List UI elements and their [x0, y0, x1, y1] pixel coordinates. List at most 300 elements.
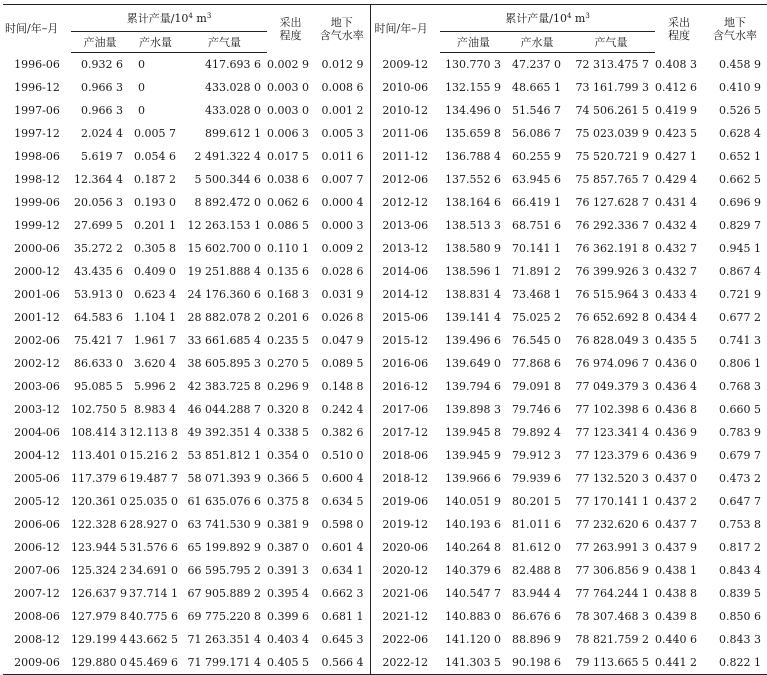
- time-cell: 2003-12: [14, 403, 60, 416]
- table-row: [3, 651, 767, 675]
- time-cell: 2020-06: [370, 536, 440, 559]
- gas-cell: 75 857.765 7: [575, 173, 650, 186]
- gas-cell: 76 652.692 8: [575, 311, 650, 324]
- ratio-cell: 0.652 1: [719, 150, 762, 163]
- time-cell: 2021-12: [370, 605, 440, 628]
- recovery-cell: 0.429 4: [655, 173, 698, 186]
- oil-cell: 125.324 2: [71, 564, 127, 577]
- gas-cell: 76 515.964 3: [575, 288, 650, 301]
- water-cell: 81.612 0: [512, 541, 562, 554]
- recovery-cell: 0.086 5: [267, 219, 310, 232]
- oil-cell: 35.272 2: [74, 242, 123, 255]
- time-cell: 1999-12: [14, 219, 60, 232]
- oil-cell: 140.264 8: [445, 541, 502, 554]
- gas-cell: 63 741.530 9: [187, 518, 262, 531]
- gas-cell: 76 292.336 7: [575, 219, 650, 232]
- ratio-cell: 0.000 3: [321, 219, 364, 232]
- gas-cell: 61 635.076 6: [187, 495, 262, 508]
- oil-cell: 0.966 3: [81, 104, 123, 117]
- ratio-cell: 0.148 8: [321, 380, 364, 393]
- water-cell: 60.255 9: [512, 150, 562, 163]
- recovery-cell: 0.395 4: [267, 587, 310, 600]
- water-cell: 83.944 4: [512, 587, 562, 600]
- water-cell: 19.487 7: [129, 472, 178, 485]
- recovery-cell: 0.432 7: [655, 265, 698, 278]
- water-cell: 56.086 7: [512, 127, 562, 140]
- time-cell: 2014-06: [370, 260, 440, 283]
- time-cell: 2006-06: [14, 518, 60, 531]
- ratio-cell: 0.741 3: [719, 334, 762, 347]
- water-cell: 1.104 1: [134, 311, 176, 324]
- ratio-cell: 0.817 2: [719, 541, 762, 554]
- ratio-cell: 0.473 2: [719, 472, 762, 485]
- gas-water-ratio-header-right: 地下 含气水率: [703, 5, 767, 53]
- gas-cell: 5 500.344 6: [194, 173, 262, 186]
- recovery-cell: 0.062 6: [267, 196, 310, 209]
- gas-cell: 49 392.351 4: [187, 426, 262, 439]
- recovery-cell: 0.419 9: [655, 104, 698, 117]
- recovery-cell: 0.438 1: [655, 564, 698, 577]
- table-row: [3, 605, 767, 628]
- table-row: [3, 283, 767, 306]
- oil-cell: 138.513 3: [445, 219, 502, 232]
- water-cell: 48.665 1: [512, 81, 562, 94]
- water-cell: 12.113 8: [129, 426, 178, 439]
- ratio-cell: 0.566 4: [314, 651, 370, 675]
- table-row: [3, 145, 767, 168]
- table-row: [3, 168, 767, 191]
- gas-cell: 67 905.889 2: [187, 587, 262, 600]
- ratio-cell: 0.753 8: [719, 518, 762, 531]
- ratio-cell: 0.458 9: [719, 57, 762, 71]
- time-header-right: 时间/年–月: [370, 5, 440, 53]
- water-cell: 73.468 1: [512, 288, 562, 301]
- water-header: 产水量: [129, 32, 182, 53]
- water-cell: 15.216 2: [129, 449, 178, 462]
- table-row: [3, 237, 767, 260]
- water-cell: 79.912 3: [512, 449, 562, 462]
- table-header: [3, 5, 767, 53]
- recovery-cell: 0.403 4: [267, 633, 310, 646]
- oil-header-right: 产油量: [440, 32, 507, 53]
- table-row: [3, 306, 767, 329]
- water-cell: 0.193 0: [134, 196, 176, 209]
- recovery-cell: 0.434 4: [655, 311, 698, 324]
- recovery-cell: 0.408 3: [655, 57, 698, 71]
- time-cell: 2017-12: [370, 421, 440, 444]
- time-header: 时间/年–月: [3, 5, 71, 53]
- gas-cell: 77 102.398 6: [575, 403, 650, 416]
- gas-cell: 58 071.393 9: [187, 472, 262, 485]
- ratio-cell: 0.011 6: [321, 150, 364, 163]
- gas-cell: 77 123.379 6: [575, 449, 650, 462]
- time-cell: 2012-12: [370, 191, 440, 214]
- recovery-cell: 0.381 9: [267, 518, 310, 531]
- oil-cell: 95.085 5: [74, 380, 123, 393]
- oil-cell: 122.328 6: [71, 518, 127, 531]
- oil-cell: 139.794 6: [445, 380, 502, 393]
- time-cell: 2013-06: [370, 214, 440, 237]
- ratio-cell: 0.945 1: [719, 242, 762, 255]
- gas-cell: 74 506.261 5: [575, 104, 650, 117]
- recovery-cell: 0.017 5: [267, 150, 310, 163]
- water-cell: 5.996 2: [134, 380, 176, 393]
- water-cell: 8.983 4: [134, 403, 176, 416]
- time-cell: 2000-06: [14, 242, 60, 255]
- ratio-cell: 0.681 1: [321, 610, 364, 623]
- ratio-cell: 0.829 7: [719, 219, 762, 232]
- oil-cell: 113.401 0: [71, 449, 127, 462]
- oil-cell: 140.883 0: [445, 610, 502, 623]
- gas-cell: 76 127.628 7: [575, 196, 650, 209]
- time-cell: 2002-06: [14, 334, 60, 347]
- water-cell: 45.469 6: [129, 651, 182, 675]
- water-cell: 37.714 1: [129, 587, 178, 600]
- water-cell: 43.662 5: [129, 633, 178, 646]
- oil-cell: 141.303 5: [440, 651, 507, 675]
- gas-cell: 69 775.220 8: [187, 610, 262, 623]
- water-cell: 0: [138, 104, 145, 117]
- water-cell: 0.409 0: [134, 265, 176, 278]
- oil-cell: 129.199 4: [71, 633, 127, 646]
- recovery-cell: 0.320 8: [267, 403, 310, 416]
- oil-cell: 2.024 4: [81, 127, 123, 140]
- oil-header: 产油量: [71, 32, 129, 53]
- oil-cell: 102.750 5: [71, 403, 127, 416]
- oil-cell: 140.547 7: [445, 587, 502, 600]
- oil-cell: 0.966 3: [81, 81, 123, 94]
- recovery-degree-header: 采出 程度: [267, 5, 314, 53]
- gas-cell: 77 263.991 3: [575, 541, 650, 554]
- table-row: [3, 76, 767, 99]
- water-cell: 81.011 6: [512, 518, 562, 531]
- gas-cell: 79 113.665 5: [567, 651, 655, 675]
- table-row: [3, 582, 767, 605]
- table-row: [3, 421, 767, 444]
- gas-cell: 77 132.520 3: [575, 472, 650, 485]
- gas-cell: 77 049.379 3: [575, 380, 650, 393]
- gas-cell: 12 263.153 1: [187, 219, 262, 232]
- ratio-cell: 0.662 5: [719, 173, 762, 186]
- time-cell: 2018-06: [370, 444, 440, 467]
- oil-cell: 86.633 0: [74, 357, 123, 370]
- recovery-cell: 0.431 4: [655, 196, 698, 209]
- ratio-cell: 0.047 9: [321, 334, 364, 347]
- time-cell: 2002-12: [14, 357, 60, 370]
- ratio-cell: 0.839 5: [719, 587, 762, 600]
- ratio-cell: 0.867 4: [719, 265, 762, 278]
- oil-cell: 43.435 6: [74, 265, 123, 278]
- oil-cell: 0.932 6: [81, 58, 123, 71]
- recovery-cell: 0.436 4: [655, 380, 698, 393]
- gas-cell: 899.612 1: [205, 127, 262, 140]
- time-cell: 2010-12: [370, 99, 440, 122]
- time-cell: 2000-12: [14, 265, 60, 278]
- gas-cell: 77 306.856 9: [575, 564, 650, 577]
- table-row: [3, 214, 767, 237]
- ratio-cell: 0.696 9: [719, 196, 762, 209]
- time-cell: 2006-12: [14, 541, 60, 554]
- ratio-cell: 0.634 5: [321, 495, 364, 508]
- time-cell: 2004-12: [14, 449, 60, 462]
- time-cell: 2009-12: [370, 53, 440, 77]
- time-cell: 2019-12: [370, 513, 440, 536]
- oil-cell: 138.164 6: [445, 196, 502, 209]
- recovery-cell: 0.338 5: [267, 426, 310, 439]
- recovery-cell: 0.201 6: [267, 311, 310, 324]
- oil-cell: 20.056 3: [74, 196, 123, 209]
- oil-cell: 127.979 8: [71, 610, 127, 623]
- water-cell: 71.891 2: [512, 265, 562, 278]
- water-cell: 68.751 6: [512, 219, 562, 232]
- time-cell: 2007-12: [14, 587, 60, 600]
- recovery-cell: 0.296 9: [267, 380, 310, 393]
- gas-cell: 76 828.049 3: [575, 334, 650, 347]
- oil-cell: 140.193 6: [445, 518, 502, 531]
- table-row: [3, 490, 767, 513]
- table-row: [3, 444, 767, 467]
- recovery-cell: 0.003 0: [267, 104, 310, 117]
- gas-cell: 71 799.171 4: [182, 651, 267, 675]
- water-cell: 77.868 6: [512, 357, 562, 370]
- time-cell: 2014-12: [370, 283, 440, 306]
- ratio-cell: 0.598 0: [321, 518, 364, 531]
- ratio-cell: 0.677 2: [719, 311, 762, 324]
- oil-cell: 75.421 7: [74, 334, 123, 347]
- water-cell: 0.054 6: [134, 150, 176, 163]
- recovery-cell: 0.412 6: [655, 81, 698, 94]
- production-data-table-container: [3, 4, 762, 675]
- ratio-cell: 0.007 7: [321, 173, 364, 186]
- gas-cell: 433.028 0: [205, 104, 262, 117]
- recovery-cell: 0.436 0: [655, 357, 698, 370]
- ratio-cell: 0.089 5: [321, 357, 364, 370]
- time-cell: 1997-12: [14, 127, 60, 140]
- ratio-cell: 0.843 3: [719, 633, 762, 646]
- water-cell: 80.201 5: [512, 495, 562, 508]
- oil-cell: 139.141 4: [445, 311, 502, 324]
- time-cell: 2019-06: [370, 490, 440, 513]
- water-cell: 66.419 1: [512, 196, 562, 209]
- table-row: [3, 375, 767, 398]
- ratio-cell: 0.031 9: [321, 288, 364, 301]
- time-cell: 2001-06: [14, 288, 60, 301]
- table-row: [3, 398, 767, 421]
- table-row: [3, 53, 767, 77]
- recovery-cell: 0.354 0: [267, 449, 310, 462]
- time-cell: 2011-06: [370, 122, 440, 145]
- recovery-cell: 0.439 8: [655, 610, 698, 623]
- gas-cell: 46 044.288 7: [187, 403, 262, 416]
- oil-cell: 130.770 3: [445, 58, 502, 71]
- table-row: [3, 122, 767, 145]
- oil-cell: 139.945 8: [445, 426, 502, 439]
- water-cell: 1.961 7: [134, 334, 176, 347]
- water-cell: 40.775 6: [129, 610, 178, 623]
- gas-cell: 33 661.685 4: [187, 334, 262, 347]
- ratio-cell: 0.008 6: [321, 81, 364, 94]
- oil-cell: 139.898 3: [445, 403, 502, 416]
- ratio-cell: 0.382 6: [321, 426, 364, 439]
- table-row: [3, 99, 767, 122]
- table-row: [3, 329, 767, 352]
- water-cell: 76.545 0: [512, 334, 562, 347]
- time-cell: 1997-06: [14, 104, 60, 117]
- oil-cell: 139.945 9: [445, 449, 502, 462]
- gas-cell: 77 123.341 4: [575, 426, 650, 439]
- table-body: [3, 53, 767, 675]
- time-cell: 2015-12: [370, 329, 440, 352]
- time-cell: 2017-06: [370, 398, 440, 421]
- gas-header: 产气量: [182, 32, 267, 53]
- time-cell: 2004-06: [14, 426, 60, 439]
- gas-cell: 38 605.895 3: [187, 357, 262, 370]
- oil-cell: 141.120 0: [445, 633, 502, 646]
- time-cell: 1998-06: [14, 150, 60, 163]
- production-data-table: [3, 4, 767, 675]
- gas-cell: 77 764.244 1: [575, 587, 650, 600]
- time-cell: 2013-12: [370, 237, 440, 260]
- cumulative-production-header: 累计产量$/10^4$ $m^3$: [71, 5, 267, 32]
- recovery-cell: 0.433 4: [655, 288, 698, 301]
- water-cell: 88.896 9: [512, 633, 562, 646]
- time-cell: 2020-12: [370, 559, 440, 582]
- gas-header-right: 产气量: [567, 32, 655, 53]
- time-cell: 2003-06: [14, 380, 60, 393]
- ratio-cell: 0.510 0: [321, 449, 364, 462]
- recovery-cell: 0.235 5: [267, 334, 310, 347]
- gas-cell: 66 595.795 2: [187, 564, 262, 577]
- water-cell: 0: [138, 81, 145, 94]
- time-cell: 2005-12: [14, 495, 60, 508]
- water-cell: 0.005 7: [134, 127, 176, 140]
- water-cell: 28.927 0: [129, 518, 178, 531]
- time-cell: 1996-12: [14, 81, 60, 94]
- recovery-cell: 0.399 6: [267, 610, 310, 623]
- ratio-cell: 0.026 8: [321, 311, 364, 324]
- gas-cell: 77 170.141 1: [575, 495, 650, 508]
- recovery-cell: 0.435 5: [655, 334, 698, 347]
- water-cell: 86.676 6: [512, 610, 562, 623]
- ratio-cell: 0.410 9: [719, 81, 762, 94]
- water-cell: 3.620 4: [134, 357, 176, 370]
- oil-cell: 140.051 9: [445, 495, 502, 508]
- gas-water-ratio-header: 地下 含气水率: [314, 5, 370, 53]
- ratio-cell: 0.721 9: [719, 288, 762, 301]
- gas-cell: 76 362.191 8: [575, 242, 650, 255]
- recovery-cell: 0.437 0: [655, 472, 698, 485]
- oil-cell: 138.596 1: [445, 265, 502, 278]
- recovery-cell: 0.437 9: [655, 541, 698, 554]
- recovery-cell: 0.135 6: [267, 265, 310, 278]
- water-cell: 0.623 4: [134, 288, 176, 301]
- time-cell: 2022-12: [370, 651, 440, 675]
- gas-cell: 76 399.926 3: [575, 265, 650, 278]
- ratio-cell: 0.634 1: [321, 564, 364, 577]
- water-cell: 31.576 6: [129, 541, 178, 554]
- oil-cell: 139.649 0: [445, 357, 502, 370]
- water-cell: 79.892 4: [512, 426, 562, 439]
- time-cell: 2021-06: [370, 582, 440, 605]
- recovery-cell: 0.436 8: [655, 403, 698, 416]
- recovery-cell: 0.366 5: [267, 472, 310, 485]
- ratio-cell: 0.660 5: [719, 403, 762, 416]
- recovery-cell: 0.110 1: [267, 242, 310, 255]
- oil-cell: 120.361 0: [71, 495, 127, 508]
- table-row: [3, 628, 767, 651]
- ratio-cell: 0.822 1: [703, 651, 767, 675]
- gas-cell: 53 851.812 1: [187, 449, 262, 462]
- gas-cell: 28 882.078 2: [187, 311, 262, 324]
- recovery-cell: 0.391 3: [267, 564, 310, 577]
- recovery-cell: 0.423 5: [655, 127, 698, 140]
- water-cell: 51.546 7: [512, 104, 562, 117]
- water-cell: 25.035 0: [129, 495, 178, 508]
- recovery-cell: 0.387 0: [267, 541, 310, 554]
- recovery-cell: 0.438 8: [655, 587, 698, 600]
- ratio-cell: 0.001 2: [321, 104, 364, 117]
- ratio-cell: 0.806 1: [719, 357, 762, 370]
- water-cell: 79.939 6: [512, 472, 562, 485]
- gas-cell: 77 232.620 6: [575, 518, 650, 531]
- time-cell: 2012-06: [370, 168, 440, 191]
- water-cell: 90.198 6: [507, 651, 567, 675]
- oil-cell: 64.583 6: [74, 311, 123, 324]
- water-cell: 82.488 8: [512, 564, 562, 577]
- oil-cell: 134.496 0: [445, 104, 502, 117]
- time-cell: 2016-06: [370, 352, 440, 375]
- oil-cell: 129.880 0: [71, 651, 129, 675]
- gas-cell: 65 199.892 9: [187, 541, 262, 554]
- water-cell: 63.945 6: [512, 173, 562, 186]
- ratio-cell: 0.850 6: [719, 610, 762, 623]
- ratio-cell: 0.009 2: [321, 242, 364, 255]
- oil-cell: 123.944 5: [71, 541, 127, 554]
- oil-cell: 132.155 9: [445, 81, 502, 94]
- table-row: [3, 260, 767, 283]
- water-header-right: 产水量: [507, 32, 567, 53]
- time-cell: 2022-06: [370, 628, 440, 651]
- gas-cell: 417.693 6: [205, 58, 262, 71]
- water-cell: 47.237 0: [512, 58, 562, 71]
- cumulative-production-header-right: 累计产量$/10^4$ $m^3$: [440, 5, 655, 32]
- water-cell: 0.201 1: [134, 219, 176, 232]
- water-cell: 0.305 8: [134, 242, 176, 255]
- gas-cell: 15 602.700 0: [187, 242, 262, 255]
- gas-cell: 73 161.799 3: [575, 81, 650, 94]
- oil-cell: 126.637 9: [71, 587, 127, 600]
- oil-cell: 108.414 3: [71, 426, 127, 439]
- ratio-cell: 0.600 4: [321, 472, 364, 485]
- table-row: [3, 559, 767, 582]
- time-cell: 2008-12: [14, 633, 60, 646]
- ratio-cell: 0.028 6: [321, 265, 364, 278]
- recovery-cell: 0.437 7: [655, 518, 698, 531]
- oil-cell: 139.496 6: [445, 334, 502, 347]
- time-cell: 2010-06: [370, 76, 440, 99]
- ratio-cell: 0.768 3: [719, 380, 762, 393]
- time-cell: 2009-06: [3, 651, 71, 675]
- recovery-cell: 0.436 9: [655, 426, 698, 439]
- time-cell: 1999-06: [14, 196, 60, 209]
- oil-cell: 136.788 4: [445, 150, 502, 163]
- ratio-cell: 0.843 4: [719, 564, 762, 577]
- recovery-cell: 0.427 1: [655, 150, 698, 163]
- ratio-cell: 0.012 9: [321, 57, 364, 71]
- gas-cell: 2 491.322 4: [194, 150, 262, 163]
- ratio-cell: 0.628 4: [719, 127, 762, 140]
- recovery-cell: 0.432 4: [655, 219, 698, 232]
